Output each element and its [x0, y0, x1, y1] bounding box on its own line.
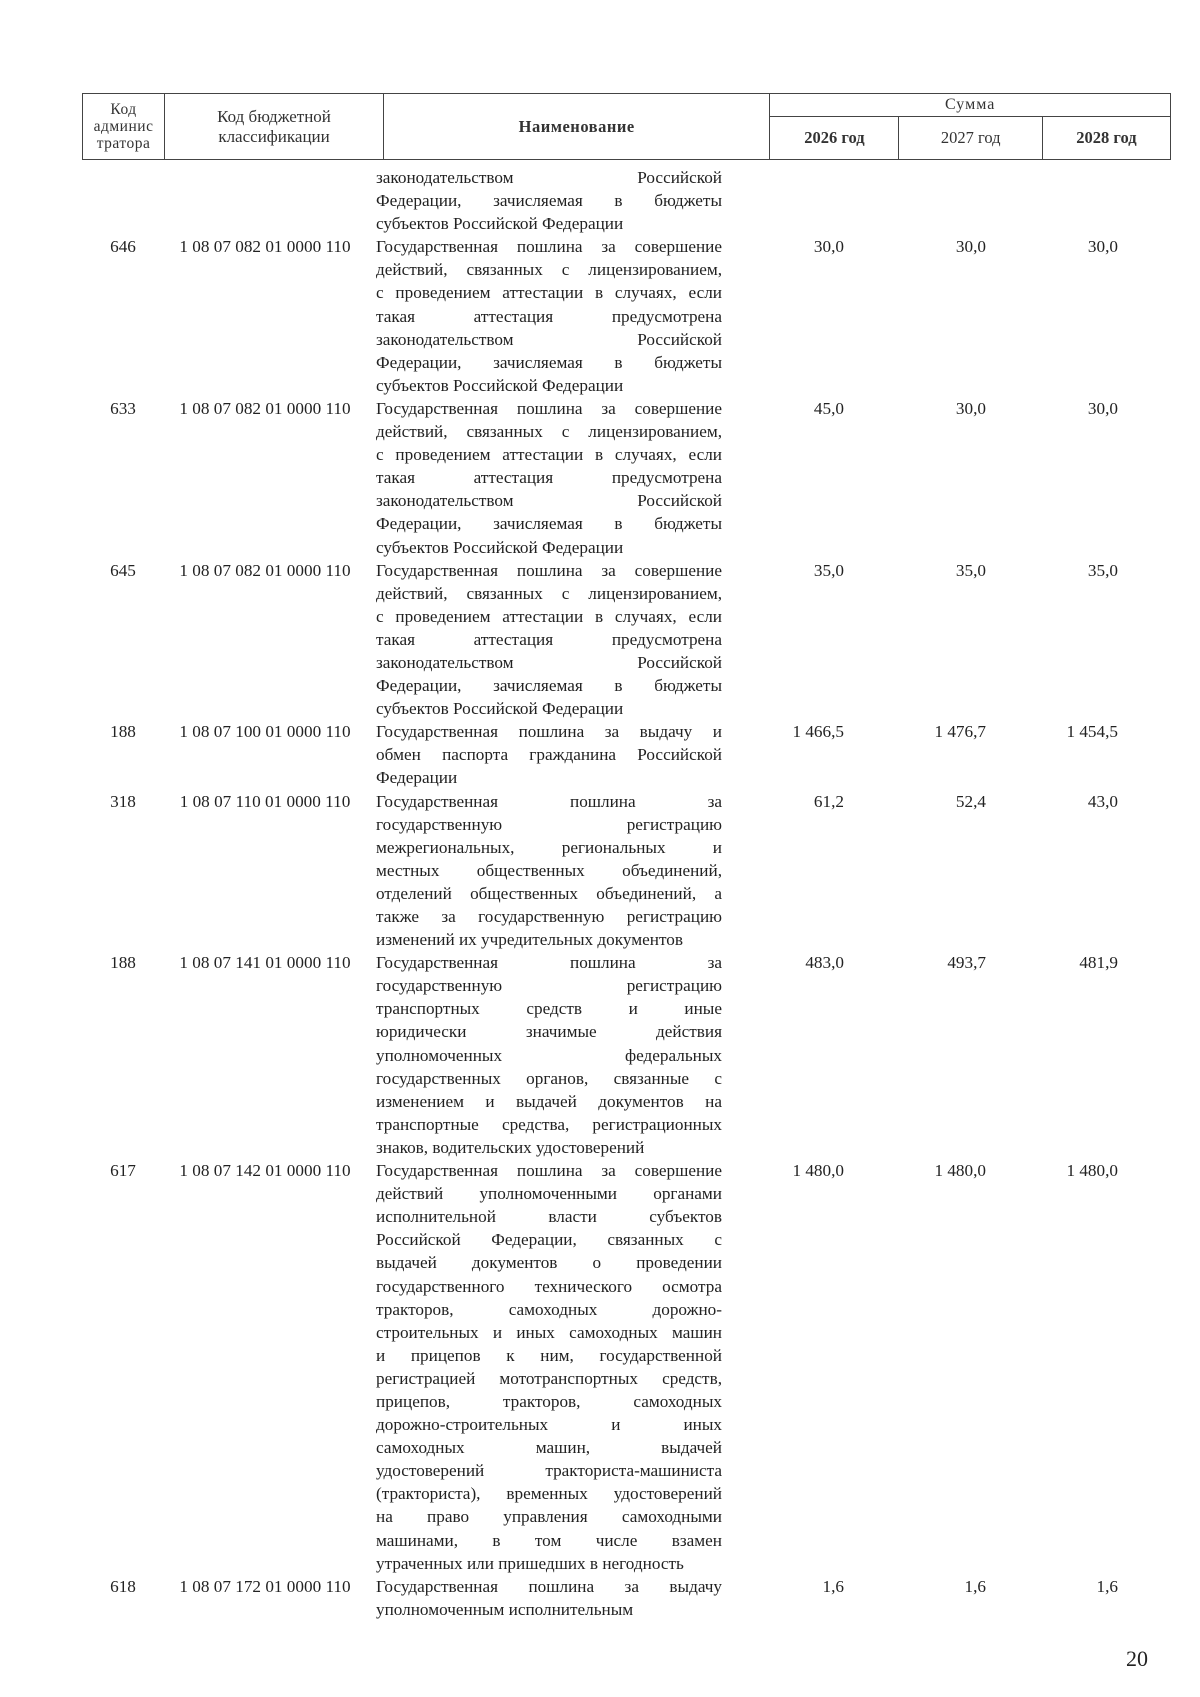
- admin-code-cell: 188: [110, 953, 136, 973]
- name-line: Государственная пошлина за совершение: [376, 1161, 722, 1181]
- name-line: изменений их учредительных документов: [376, 930, 683, 950]
- name-line: законодательством Российской: [376, 329, 722, 349]
- admin-code-cell: 645: [110, 560, 136, 580]
- table-body: [82, 166, 1182, 1621]
- page-number: 20: [1126, 1646, 1148, 1671]
- name-line: самоходных машин, выдачей: [376, 1438, 722, 1458]
- name-line: прицепов, тракторов, самоходных: [376, 1391, 722, 1411]
- amount-2027-cell: 493,7: [947, 953, 986, 973]
- admin-code-cell: 646: [110, 237, 136, 257]
- name-cell: [368, 1575, 722, 1621]
- name-line: на право управления самоходными: [376, 1507, 722, 1527]
- amount-2027-cell: 1,6: [964, 1576, 986, 1596]
- name-line: такая аттестация предусмотрена: [376, 468, 722, 488]
- name-line: уполномоченных федеральных: [376, 1045, 722, 1065]
- name-cell: [368, 235, 722, 397]
- amount-2028-cell: 481,9: [1079, 953, 1118, 973]
- name-line: Государственная пошлина за: [376, 953, 722, 973]
- amount-2026-cell: 1 480,0: [792, 1161, 844, 1181]
- name-line: с проведением аттестации в случаях, если: [376, 606, 722, 626]
- name-line: такая аттестация предусмотрена: [376, 629, 722, 649]
- name-line: транспортных средств и иные: [376, 999, 722, 1019]
- admin-code-cell: 633: [110, 398, 136, 418]
- name-line: межрегиональных, региональных и: [376, 837, 722, 857]
- name-line: Государственная пошлина за совершение: [376, 398, 722, 418]
- kbk-cell: 1 08 07 082 01 0000 110: [179, 237, 351, 257]
- name-line: регистрацией мототранспортных средств,: [376, 1368, 722, 1388]
- name-line: местных общественных объединений,: [376, 860, 722, 880]
- name-cell: [368, 1159, 722, 1575]
- name-line: Российской Федерации, связанных с: [376, 1230, 722, 1250]
- name-line: также за государственную регистрацию: [376, 907, 722, 926]
- name-line: (тракториста), временных удостоверений: [376, 1484, 722, 1504]
- name-line: действий, связанных с лицензированием,: [376, 422, 722, 442]
- admin-code-cell: 618: [110, 1576, 136, 1596]
- kbk-cell: 1 08 07 100 01 0000 110: [179, 722, 351, 742]
- kbk-cell: 1 08 07 082 01 0000 110: [179, 560, 351, 580]
- name-line: удостоверений тракториста-машиниста: [376, 1461, 722, 1481]
- name-line: машинами, в том числе взамен: [376, 1530, 722, 1550]
- name-line: государственных органов, связанные с: [376, 1068, 722, 1088]
- name-line: обмен паспорта гражданина Российской: [376, 745, 722, 765]
- amount-2028-cell: 30,0: [1087, 237, 1118, 257]
- name-line: с проведением аттестации в случаях, если: [376, 445, 722, 465]
- amount-2027-cell: 1 480,0: [934, 1161, 986, 1181]
- name-line: Федерации, зачисляемая в бюджеты: [376, 352, 722, 372]
- table-row: [82, 790, 1182, 952]
- name-line: отделений общественных объединений, а: [376, 883, 722, 903]
- table-row: [82, 235, 1182, 397]
- header-sum: Сумма: [770, 94, 1171, 117]
- name-line: действий, связанных с лицензированием,: [376, 583, 722, 603]
- name-line: юридически значимые действия: [376, 1022, 722, 1042]
- name-line: тракторов, самоходных дорожно-: [376, 1299, 722, 1319]
- name-line: субъектов Российской Федерации: [376, 375, 624, 395]
- amount-2027-cell: 30,0: [955, 398, 986, 418]
- name-line: уполномоченным исполнительным: [376, 1599, 634, 1619]
- name-cell: [368, 790, 722, 952]
- name-line: Государственная пошлина за выдачу: [376, 1576, 722, 1596]
- header-year-2028: 2028 год: [1042, 117, 1170, 160]
- amount-2026-cell: 61,2: [813, 791, 844, 811]
- name-line: Государственная пошлина за выдачу и: [376, 722, 722, 742]
- header-year-2027: 2027 год: [899, 117, 1042, 160]
- kbk-cell: 1 08 07 082 01 0000 110: [179, 398, 351, 418]
- name-line: государственного технического осмотра: [376, 1276, 722, 1296]
- amount-2028-cell: 30,0: [1087, 398, 1118, 418]
- table-row: [82, 1575, 1182, 1621]
- amount-2027-cell: 35,0: [955, 560, 986, 580]
- amount-2027-cell: 1 476,7: [934, 722, 986, 742]
- kbk-cell: 1 08 07 141 01 0000 110: [179, 953, 351, 973]
- name-line: субъектов Российской Федерации: [376, 537, 624, 557]
- name-line: и прицепов к ним, государственной: [376, 1345, 722, 1365]
- continuation-text: законодательством Российской Федерации, зачисляемая в бюджеты субъектов Российской Федерации: [376, 168, 722, 234]
- table-header: [82, 93, 1171, 160]
- name-line: Государственная пошлина за совершение: [376, 560, 722, 580]
- amount-2028-cell: 43,0: [1087, 791, 1118, 811]
- amount-2026-cell: 483,0: [805, 953, 844, 973]
- amount-2026-cell: 45,0: [813, 398, 844, 418]
- name-cell: [368, 397, 722, 559]
- header-name: Наименование: [383, 94, 769, 160]
- amount-2026-cell: 35,0: [813, 560, 844, 580]
- name-line: действий уполномоченными органами: [376, 1184, 722, 1204]
- name-line: законодательством Российской: [376, 652, 722, 672]
- name-line: действий, связанных с лицензированием,: [376, 260, 722, 280]
- admin-code-cell: 318: [110, 791, 136, 811]
- amount-2027-cell: 52,4: [955, 791, 986, 811]
- header-kbk: Код бюджетной классификации: [165, 94, 384, 160]
- admin-code-cell: 617: [110, 1161, 136, 1181]
- name-line: транспортные средства, регистрационных: [376, 1114, 722, 1134]
- kbk-cell: 1 08 07 110 01 0000 110: [179, 791, 351, 811]
- amount-2027-cell: 30,0: [955, 237, 986, 257]
- amount-2028-cell: 1 480,0: [1066, 1161, 1118, 1181]
- name-line: исполнительной власти субъектов: [376, 1207, 722, 1227]
- name-line: законодательством Российской: [376, 491, 722, 511]
- name-line: Федерации, зачисляемая в бюджеты: [376, 676, 722, 696]
- amount-2028-cell: 1,6: [1096, 1576, 1118, 1596]
- name-line: Государственная пошлина за: [376, 791, 722, 811]
- header-admin-code: Код админис тратора: [83, 94, 165, 160]
- continuation-row: [82, 166, 1182, 235]
- table-row: [82, 951, 1182, 1159]
- name-cell: [368, 951, 722, 1159]
- name-cell: [368, 559, 722, 721]
- admin-code-cell: 188: [110, 722, 136, 742]
- name-line: строительных и иных самоходных машин: [376, 1322, 722, 1342]
- name-line: государственную регистрацию: [376, 814, 722, 834]
- name-line: утраченных или пришедших в негодность: [376, 1553, 684, 1573]
- amount-2026-cell: 30,0: [813, 237, 844, 257]
- name-line: изменением и выдачей документов на: [376, 1091, 722, 1111]
- name-line: выдачей документов о проведении: [376, 1253, 722, 1273]
- name-line: Государственная пошлина за совершение: [376, 237, 722, 257]
- header-year-2026: 2026 год: [770, 117, 899, 160]
- amount-2026-cell: 1,6: [822, 1576, 844, 1596]
- name-line: знаков, водительских удостоверений: [376, 1137, 645, 1157]
- amount-2026-cell: 1 466,5: [792, 722, 844, 742]
- name-line: государственную регистрацию: [376, 976, 722, 996]
- kbk-cell: 1 08 07 172 01 0000 110: [179, 1576, 351, 1596]
- table-row: [82, 559, 1182, 721]
- amount-2028-cell: 35,0: [1087, 560, 1118, 580]
- name-line: с проведением аттестации в случаях, если: [376, 283, 722, 303]
- table-row: [82, 397, 1182, 559]
- name-cell: [368, 720, 722, 789]
- name-line: Федерации: [376, 768, 458, 788]
- name-line: субъектов Российской Федерации: [376, 699, 624, 719]
- amount-2028-cell: 1 454,5: [1066, 722, 1118, 742]
- kbk-cell: 1 08 07 142 01 0000 110: [179, 1161, 351, 1181]
- table-row: [82, 1159, 1182, 1575]
- name-line: такая аттестация предусмотрена: [376, 306, 722, 326]
- table-row: [82, 720, 1182, 789]
- name-line: Федерации, зачисляемая в бюджеты: [376, 514, 722, 534]
- name-line: дорожно-строительных и иных: [376, 1415, 722, 1435]
